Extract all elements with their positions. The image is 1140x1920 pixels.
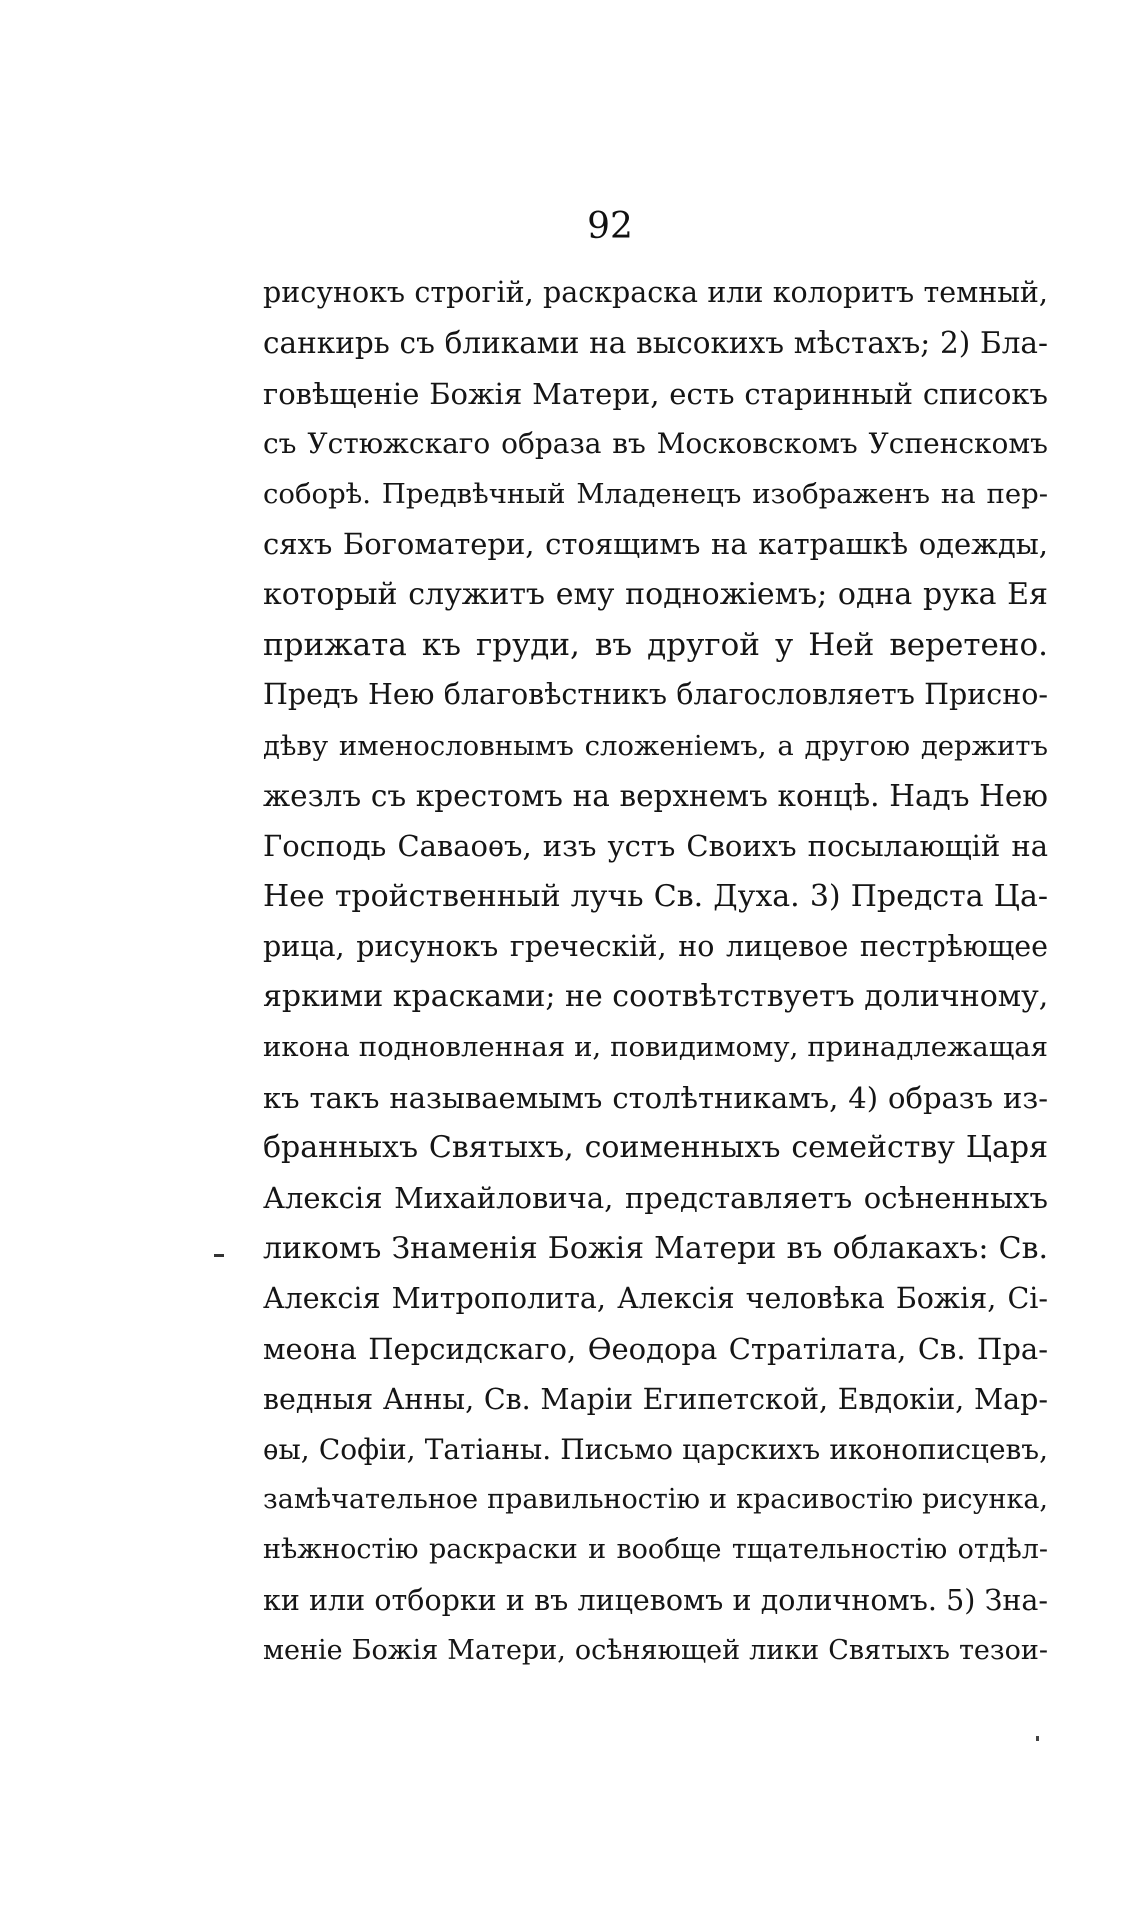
- stray-mark: [1036, 1736, 1039, 1741]
- text-line: сяхъ Богоматери, стоящимъ на катрашкѣ одежды,: [263, 527, 1048, 562]
- text-line: бранныхъ Святыхъ, соименныхъ семейству Царя: [263, 1130, 1048, 1166]
- text-line: замѣчательное правильностію и красивостію рисунка,: [263, 1484, 1048, 1516]
- text-line: соборѣ. Предвѣчный Младенецъ изображенъ на пер-: [263, 478, 1048, 511]
- text-line: нѣжностію раскраски и вообще тщательностію отдѣл-: [263, 1534, 1048, 1566]
- text-line: рица, рисунокъ греческій, но лицевое пестрѣющее: [263, 929, 1048, 963]
- text-line: ликомъ Знаменія Божія Матери въ облакахъ: Св.: [263, 1230, 1048, 1266]
- body-text: [263, 268, 1048, 1676]
- text-line: ѳы, Софіи, Татіаны. Письмо царскихъ иконописцевъ,: [263, 1432, 1048, 1466]
- text-line: Господь Саваоѳъ, изъ устъ Своихъ посылающій на: [263, 829, 1048, 864]
- text-line: ки или отборки и въ лицевомъ и доличномъ. 5) Зна-: [263, 1583, 1048, 1617]
- text-line: Алексія Митрополита, Алексія человѣка Божія, Сі-: [263, 1281, 1048, 1315]
- margin-mark: [214, 1254, 224, 1257]
- page-number: 92: [587, 206, 633, 247]
- text-line: который служитъ ему подножіемъ; одна рука Ея: [263, 576, 1048, 612]
- text-line: меніе Божія Матери, осѣняющей лики Святыхъ тезои-: [263, 1635, 1048, 1667]
- text-line: жезлъ съ крестомъ на верхнемъ концѣ. Надъ Нею: [263, 778, 1048, 813]
- text-line: съ Устюжскаго образа въ Московскомъ Успенскомъ: [263, 426, 1048, 460]
- text-line: яркими красками; не соотвѣтствуетъ доличному,: [263, 979, 1049, 1015]
- text-line: санкирь съ бликами на высокихъ мѣстахъ; 2) Бла-: [263, 326, 1048, 361]
- text-line: рисунокъ строгій, раскраска или колоритъ темный,: [263, 276, 1048, 309]
- text-line: ведныя Анны, Св. Маріи Египетской, Евдокіи, Мар-: [263, 1382, 1048, 1416]
- text-line: Нее тройственный лучь Св. Духа. 3) Предста Ца-: [263, 878, 1048, 914]
- text-line: говѣщеніе Божія Матери, есть старинный списокъ: [263, 376, 1048, 411]
- text-line: дѣву именословнымъ сложеніемъ, а другою держитъ: [263, 729, 1048, 762]
- text-line: Алексія Михайловича, представляетъ осѣненныхъ: [263, 1181, 1048, 1216]
- text-line: меона Персидскаго, Ѳеодора Стратілата, Св. Пра-: [263, 1332, 1048, 1367]
- text-line: къ такъ называемымъ столѣтникамъ, 4) образъ из-: [263, 1080, 1048, 1115]
- text-line: икона подновленная и, повидимому, принадлежащая: [263, 1031, 1048, 1064]
- text-line: Предъ Нею благовѣстникъ благословляетъ Присно-: [263, 678, 1048, 712]
- text-line: прижата къ груди, въ другой у Ней веретено.: [263, 627, 1048, 664]
